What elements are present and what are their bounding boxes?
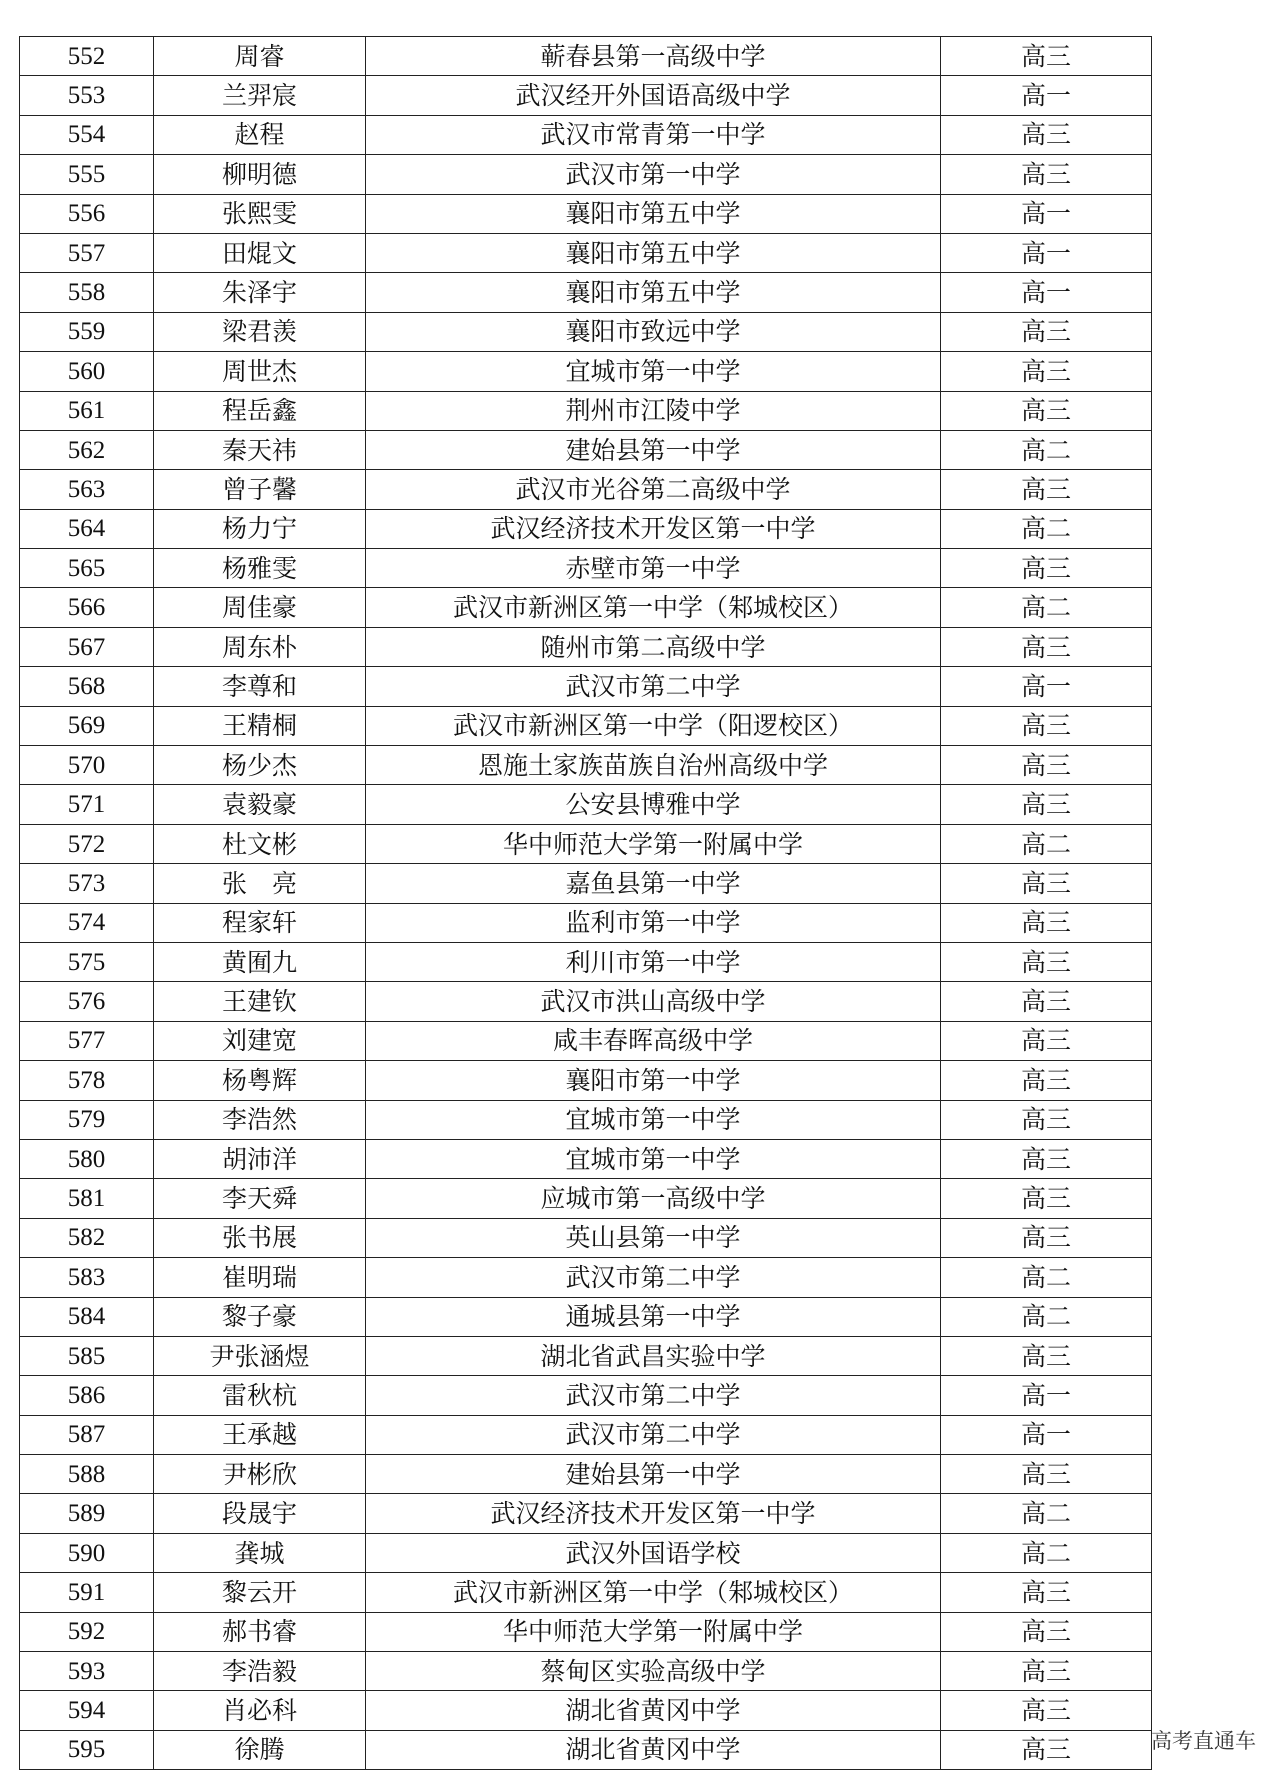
student-name-cell: 李天舜: [154, 1179, 366, 1218]
school-name-cell: 武汉市新洲区第一中学（邾城校区）: [366, 588, 941, 627]
grade-level-cell: 高三: [941, 352, 1152, 391]
row-number-cell: 589: [20, 1494, 154, 1533]
grade-level-cell: 高三: [941, 1336, 1152, 1375]
student-name-cell: 雷秋杭: [154, 1376, 366, 1415]
grade-level-cell: 高三: [941, 1652, 1152, 1691]
row-number-cell: 554: [20, 115, 154, 154]
school-name-cell: 武汉经济技术开发区第一中学: [366, 509, 941, 548]
watermark-text: 高考直通车: [1151, 1729, 1256, 1753]
student-name-cell: 秦天祎: [154, 430, 366, 469]
school-name-cell: 襄阳市第一中学: [366, 1061, 941, 1100]
grade-level-cell: 高二: [941, 509, 1152, 548]
table-row: [20, 627, 1152, 666]
school-name-cell: 武汉经济技术开发区第一中学: [366, 1494, 941, 1533]
table-row: [20, 982, 1152, 1021]
row-number-cell: 580: [20, 1139, 154, 1178]
table-row: [20, 1612, 1152, 1651]
row-number-cell: 593: [20, 1652, 154, 1691]
grade-level-cell: 高二: [941, 824, 1152, 863]
grade-level-cell: 高三: [941, 37, 1152, 76]
table-row: [20, 942, 1152, 981]
grade-level-cell: 高三: [941, 1179, 1152, 1218]
table-row: [20, 115, 1152, 154]
row-number-cell: 563: [20, 470, 154, 509]
student-name-cell: 赵程: [154, 115, 366, 154]
table-row: [20, 667, 1152, 706]
student-name-cell: 朱泽宇: [154, 273, 366, 312]
row-number-cell: 570: [20, 746, 154, 785]
student-name-cell: 周佳豪: [154, 588, 366, 627]
table-row: [20, 824, 1152, 863]
student-name-cell: 程岳鑫: [154, 391, 366, 430]
grade-level-cell: 高一: [941, 233, 1152, 272]
row-number-cell: 575: [20, 942, 154, 981]
grade-level-cell: 高一: [941, 667, 1152, 706]
table-row: [20, 1533, 1152, 1572]
school-name-cell: 武汉市第二中学: [366, 1376, 941, 1415]
school-name-cell: 湖北省武昌实验中学: [366, 1336, 941, 1375]
school-name-cell: 襄阳市第五中学: [366, 233, 941, 272]
table-row: [20, 1336, 1152, 1375]
school-name-cell: 应城市第一高级中学: [366, 1179, 941, 1218]
student-name-cell: 胡沛洋: [154, 1139, 366, 1178]
table-row: [20, 1297, 1152, 1336]
school-name-cell: 武汉市新洲区第一中学（阳逻校区）: [366, 706, 941, 745]
table-row: [20, 785, 1152, 824]
row-number-cell: 573: [20, 864, 154, 903]
school-name-cell: 英山县第一中学: [366, 1218, 941, 1257]
table-row: [20, 864, 1152, 903]
grade-level-cell: 高三: [941, 706, 1152, 745]
grade-level-cell: 高一: [941, 1376, 1152, 1415]
school-name-cell: 湖北省黄冈中学: [366, 1691, 941, 1730]
grade-level-cell: 高三: [941, 391, 1152, 430]
table-row: [20, 1258, 1152, 1297]
table-row: [20, 706, 1152, 745]
row-number-cell: 578: [20, 1061, 154, 1100]
table-row: [20, 1691, 1152, 1730]
grade-level-cell: 高三: [941, 1455, 1152, 1494]
school-name-cell: 武汉市第二中学: [366, 667, 941, 706]
school-name-cell: 武汉外国语学校: [366, 1533, 941, 1572]
row-number-cell: 568: [20, 667, 154, 706]
row-number-cell: 562: [20, 430, 154, 469]
table-row: [20, 1415, 1152, 1454]
row-number-cell: 572: [20, 824, 154, 863]
row-number-cell: 592: [20, 1612, 154, 1651]
school-name-cell: 赤壁市第一中学: [366, 549, 941, 588]
student-name-cell: 郝书睿: [154, 1612, 366, 1651]
row-number-cell: 590: [20, 1533, 154, 1572]
table-row: [20, 155, 1152, 194]
table-row: [20, 194, 1152, 233]
row-number-cell: 553: [20, 76, 154, 115]
table-row: [20, 1494, 1152, 1533]
row-number-cell: 577: [20, 1021, 154, 1060]
table-row: [20, 509, 1152, 548]
row-number-cell: 558: [20, 273, 154, 312]
grade-level-cell: 高三: [941, 1139, 1152, 1178]
school-name-cell: 荆州市江陵中学: [366, 391, 941, 430]
student-name-cell: 柳明德: [154, 155, 366, 194]
row-number-cell: 595: [20, 1730, 154, 1769]
student-name-cell: 周东朴: [154, 627, 366, 666]
table-row: [20, 1021, 1152, 1060]
grade-level-cell: 高一: [941, 76, 1152, 115]
school-name-cell: 襄阳市致远中学: [366, 312, 941, 351]
row-number-cell: 594: [20, 1691, 154, 1730]
school-name-cell: 襄阳市第五中学: [366, 194, 941, 233]
student-name-cell: 田焜文: [154, 233, 366, 272]
results-table: [19, 36, 1152, 1770]
school-name-cell: 宜城市第一中学: [366, 352, 941, 391]
school-name-cell: 湖北省黄冈中学: [366, 1730, 941, 1769]
row-number-cell: 587: [20, 1415, 154, 1454]
grade-level-cell: 高三: [941, 549, 1152, 588]
row-number-cell: 565: [20, 549, 154, 588]
school-name-cell: 恩施土家族苗族自治州高级中学: [366, 746, 941, 785]
student-name-cell: 杨少杰: [154, 746, 366, 785]
table-row: [20, 430, 1152, 469]
grade-level-cell: 高二: [941, 1258, 1152, 1297]
grade-level-cell: 高三: [941, 1021, 1152, 1060]
grade-level-cell: 高三: [941, 1730, 1152, 1769]
row-number-cell: 564: [20, 509, 154, 548]
table-body: [20, 37, 1152, 1770]
row-number-cell: 581: [20, 1179, 154, 1218]
row-number-cell: 555: [20, 155, 154, 194]
student-name-cell: 曾子馨: [154, 470, 366, 509]
grade-level-cell: 高三: [941, 1061, 1152, 1100]
table-row: [20, 1455, 1152, 1494]
school-name-cell: 宜城市第一中学: [366, 1139, 941, 1178]
grade-level-cell: 高一: [941, 1415, 1152, 1454]
student-name-cell: 杜文彬: [154, 824, 366, 863]
school-name-cell: 华中师范大学第一附属中学: [366, 824, 941, 863]
table-row: [20, 233, 1152, 272]
student-name-cell: 周世杰: [154, 352, 366, 391]
student-name-cell: 黄囿九: [154, 942, 366, 981]
row-number-cell: 571: [20, 785, 154, 824]
table-row: [20, 1061, 1152, 1100]
grade-level-cell: 高二: [941, 588, 1152, 627]
student-name-cell: 尹彬欣: [154, 1455, 366, 1494]
school-name-cell: 通城县第一中学: [366, 1297, 941, 1336]
row-number-cell: 569: [20, 706, 154, 745]
student-name-cell: 杨雅雯: [154, 549, 366, 588]
table-row: [20, 37, 1152, 76]
school-name-cell: 武汉市光谷第二高级中学: [366, 470, 941, 509]
grade-level-cell: 高一: [941, 194, 1152, 233]
row-number-cell: 566: [20, 588, 154, 627]
school-name-cell: 襄阳市第五中学: [366, 273, 941, 312]
student-name-cell: 张书展: [154, 1218, 366, 1257]
grade-level-cell: 高三: [941, 746, 1152, 785]
school-name-cell: 蔡甸区实验高级中学: [366, 1652, 941, 1691]
table-row: [20, 1376, 1152, 1415]
student-name-cell: 张 亮: [154, 864, 366, 903]
row-number-cell: 576: [20, 982, 154, 1021]
table-row: [20, 352, 1152, 391]
row-number-cell: 560: [20, 352, 154, 391]
school-name-cell: 嘉鱼县第一中学: [366, 864, 941, 903]
student-name-cell: 梁君羡: [154, 312, 366, 351]
table-row: [20, 549, 1152, 588]
table-row: [20, 588, 1152, 627]
student-name-cell: 龚城: [154, 1533, 366, 1572]
grade-level-cell: 高三: [941, 1691, 1152, 1730]
row-number-cell: 585: [20, 1336, 154, 1375]
grade-level-cell: 高二: [941, 430, 1152, 469]
student-name-cell: 崔明瑞: [154, 1258, 366, 1297]
student-name-cell: 李浩毅: [154, 1652, 366, 1691]
school-name-cell: 武汉市常青第一中学: [366, 115, 941, 154]
table-row: [20, 1218, 1152, 1257]
row-number-cell: 574: [20, 903, 154, 942]
grade-level-cell: 高三: [941, 1612, 1152, 1651]
student-name-cell: 李浩然: [154, 1100, 366, 1139]
grade-level-cell: 高三: [941, 785, 1152, 824]
school-name-cell: 建始县第一中学: [366, 1455, 941, 1494]
school-name-cell: 蕲春县第一高级中学: [366, 37, 941, 76]
grade-level-cell: 高三: [941, 864, 1152, 903]
grade-level-cell: 高三: [941, 903, 1152, 942]
table-row: [20, 1139, 1152, 1178]
row-number-cell: 588: [20, 1455, 154, 1494]
row-number-cell: 586: [20, 1376, 154, 1415]
grade-level-cell: 高三: [941, 1218, 1152, 1257]
student-name-cell: 尹张涵煜: [154, 1336, 366, 1375]
grade-level-cell: 高三: [941, 982, 1152, 1021]
student-name-cell: 张熙雯: [154, 194, 366, 233]
student-name-cell: 王精桐: [154, 706, 366, 745]
student-name-cell: 程家轩: [154, 903, 366, 942]
grade-level-cell: 高三: [941, 312, 1152, 351]
row-number-cell: 591: [20, 1573, 154, 1612]
student-name-cell: 段晟宇: [154, 1494, 366, 1533]
grade-level-cell: 高一: [941, 273, 1152, 312]
row-number-cell: 552: [20, 37, 154, 76]
table-row: [20, 391, 1152, 430]
table-row: [20, 1652, 1152, 1691]
student-name-cell: 王建钦: [154, 982, 366, 1021]
student-name-cell: 周睿: [154, 37, 366, 76]
school-name-cell: 咸丰春晖高级中学: [366, 1021, 941, 1060]
row-number-cell: 561: [20, 391, 154, 430]
school-name-cell: 武汉市新洲区第一中学（邾城校区）: [366, 1573, 941, 1612]
student-name-cell: 杨力宁: [154, 509, 366, 548]
row-number-cell: 557: [20, 233, 154, 272]
grade-level-cell: 高二: [941, 1297, 1152, 1336]
school-name-cell: 武汉经开外国语高级中学: [366, 76, 941, 115]
row-number-cell: 559: [20, 312, 154, 351]
grade-level-cell: 高三: [941, 627, 1152, 666]
table-row: [20, 470, 1152, 509]
student-name-cell: 刘建宽: [154, 1021, 366, 1060]
student-name-cell: 杨粤辉: [154, 1061, 366, 1100]
school-name-cell: 武汉市第二中学: [366, 1415, 941, 1454]
school-name-cell: 公安县博雅中学: [366, 785, 941, 824]
row-number-cell: 579: [20, 1100, 154, 1139]
results-table-container: [19, 36, 1151, 1770]
student-name-cell: 肖必科: [154, 1691, 366, 1730]
row-number-cell: 584: [20, 1297, 154, 1336]
table-row: [20, 1730, 1152, 1769]
school-name-cell: 宜城市第一中学: [366, 1100, 941, 1139]
table-row: [20, 273, 1152, 312]
student-name-cell: 袁毅豪: [154, 785, 366, 824]
school-name-cell: 利川市第一中学: [366, 942, 941, 981]
row-number-cell: 556: [20, 194, 154, 233]
school-name-cell: 华中师范大学第一附属中学: [366, 1612, 941, 1651]
student-name-cell: 黎子豪: [154, 1297, 366, 1336]
student-name-cell: 李尊和: [154, 667, 366, 706]
school-name-cell: 随州市第二高级中学: [366, 627, 941, 666]
grade-level-cell: 高二: [941, 1533, 1152, 1572]
grade-level-cell: 高三: [941, 942, 1152, 981]
grade-level-cell: 高三: [941, 155, 1152, 194]
school-name-cell: 武汉市第一中学: [366, 155, 941, 194]
student-name-cell: 徐腾: [154, 1730, 366, 1769]
grade-level-cell: 高三: [941, 1100, 1152, 1139]
school-name-cell: 建始县第一中学: [366, 430, 941, 469]
grade-level-cell: 高三: [941, 470, 1152, 509]
table-row: [20, 903, 1152, 942]
school-name-cell: 武汉市洪山高级中学: [366, 982, 941, 1021]
row-number-cell: 583: [20, 1258, 154, 1297]
grade-level-cell: 高三: [941, 1573, 1152, 1612]
school-name-cell: 武汉市第二中学: [366, 1258, 941, 1297]
student-name-cell: 黎云开: [154, 1573, 366, 1612]
table-row: [20, 1100, 1152, 1139]
grade-level-cell: 高三: [941, 115, 1152, 154]
row-number-cell: 582: [20, 1218, 154, 1257]
school-name-cell: 监利市第一中学: [366, 903, 941, 942]
table-row: [20, 746, 1152, 785]
table-row: [20, 1179, 1152, 1218]
table-row: [20, 76, 1152, 115]
row-number-cell: 567: [20, 627, 154, 666]
grade-level-cell: 高二: [941, 1494, 1152, 1533]
table-row: [20, 312, 1152, 351]
student-name-cell: 王承越: [154, 1415, 366, 1454]
table-row: [20, 1573, 1152, 1612]
student-name-cell: 兰羿宸: [154, 76, 366, 115]
